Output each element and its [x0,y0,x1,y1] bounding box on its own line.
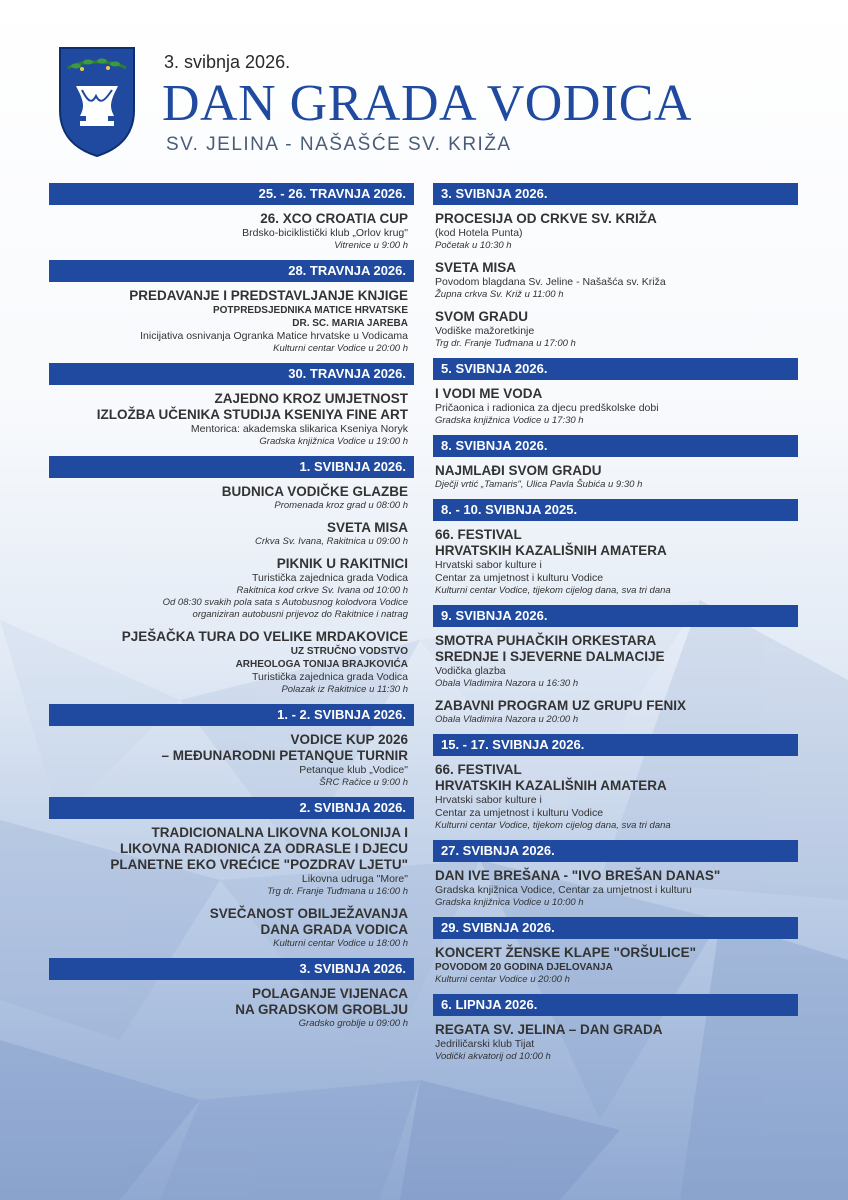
event-item [49,906,414,950]
event-item [433,945,798,986]
section-date-header: 15. - 17. SVIBNJA 2026. [433,734,798,756]
event-title: NAJMLAĐI SVOM GRADU [435,463,602,478]
event-title: I VODI ME VODA [435,386,543,401]
event-location-time: organiziran autobusni prijevoz do Rakitnice i natrag [192,609,408,620]
event-subtitle: ARHEOLOGA TONIJA BRAJKOVIĆA [235,659,408,670]
section-date-header: 8. SVIBNJA 2026. [433,435,798,457]
section-date-header: 9. SVIBNJA 2026. [433,605,798,627]
event-description: Vodiške mažoretkinje [435,325,535,337]
event-title: PROCESIJA OD CRKVE SV. KRIŽA [435,211,657,226]
event-description: Centar za umjetnost i kulturu Vodice [435,572,604,584]
section-date-header: 3. SVIBNJA 2026. [49,958,414,980]
event-title: ZABAVNI PROGRAM UZ GRUPU FENIX [435,698,687,713]
event-description: Turistička zajednica grada Vodica [251,671,408,683]
event-title: ZAJEDNO KROZ UMJETNOST [214,391,408,406]
event-title: SVOM GRADU [435,309,529,324]
event-location-time: Trg dr. Franje Tuđmana u 16:00 h [267,886,408,897]
event-location-time: Kulturni centar Vodice, tijekom cijelog dana, sva tri dana [435,585,671,596]
event-location-time: Kulturni centar Vodice, tijekom cijelog dana, sva tri dana [435,820,671,831]
event-description: Mentorica: akademska slikarica Kseniya Noryk [190,423,408,435]
event-location-time: Kulturni centar Vodice u 18:00 h [273,938,408,949]
event-title: SVETA MISA [326,520,408,535]
event-title: – MEĐUNARODNI PETANQUE TURNIR [161,748,408,763]
event-title: PIKNIK U RAKITNICI [276,556,408,571]
event-location-time: Gradska knjižnica Vodice u 10:00 h [435,897,584,908]
event-item [433,868,798,909]
event-title: 66. FESTIVAL [435,762,522,777]
section-date-header: 3. SVIBNJA 2026. [433,183,798,205]
section-date-header: 1. - 2. SVIBNJA 2026. [49,704,414,726]
event-location-time: Kulturni centar Vodice u 20:00 h [435,974,570,985]
event-item [433,633,798,690]
event-location-time: Gradska knjižnica Vodice u 17:30 h [435,415,584,426]
event-location-time: Dječji vrtić „Tamaris", Ulica Pavla Šubića u 9:30 h [435,479,643,490]
event-item [433,309,798,350]
event-item [49,288,414,355]
event-title: PLANETNE EKO VREĆICE "POZDRAV LJETU" [110,857,408,872]
event-location-time: Početak u 10:30 h [435,240,512,251]
section-date-header: 27. SVIBNJA 2026. [433,840,798,862]
event-item [433,386,798,427]
event-title: DAN IVE BREŠANA - "IVO BREŠAN DANAS" [435,868,721,883]
section-date-header: 1. SVIBNJA 2026. [49,456,414,478]
event-location-time: Gradska knjižnica Vodice u 19:00 h [259,436,408,447]
event-location-time: Polazak iz Rakitnice u 11:30 h [281,684,408,695]
event-description: Jedriličarski klub Tijat [435,1038,535,1050]
event-title: KONCERT ŽENSKE KLAPE "ORŠULICE" [435,945,697,960]
event-title: POLAGANJE VIJENACA [251,986,408,1001]
page-subtitle: SV. JELINA - NAŠAŠĆE SV. KRIŽA [166,134,512,155]
event-item [49,520,414,548]
event-item [433,762,798,832]
event-title: HRVATSKIH KAZALIŠNIH AMATERA [435,543,667,558]
event-description: Centar za umjetnost i kulturu Vodice [435,807,604,819]
event-location-time: ŠRC Račice u 9:00 h [319,777,408,788]
event-location-time: Crkva Sv. Ivana, Rakitnica u 09:00 h [255,536,408,547]
event-title: SVETA MISA [435,260,517,275]
section-date-header: 5. SVIBNJA 2026. [433,358,798,380]
event-item [49,556,414,621]
event-title: REGATA SV. JELINA – DAN GRADA [435,1022,663,1037]
event-title: TRADICIONALNA LIKOVNA KOLONIJA I [151,825,408,840]
section-date-header: 30. TRAVNJA 2026. [49,363,414,385]
section-date-header: 2. SVIBNJA 2026. [49,797,414,819]
page-title: DAN GRADA VODICA [162,75,692,132]
vodice-crest-icon [58,46,136,158]
event-item [49,484,414,512]
event-location-time: Promenada kroz grad u 08:00 h [274,500,408,511]
event-description: Povodom blagdana Sv. Jeline - Našašća sv. Križa [435,276,666,288]
event-description: Petanque klub „Vodice" [299,764,408,776]
event-description: Turistička zajednica grada Vodica [251,572,408,584]
event-description: Brdsko-biciklistički klub „Orlov krug" [242,227,408,239]
event-item [433,211,798,252]
event-item [49,211,414,252]
event-date: 3. svibnja 2026. [164,52,291,72]
event-title: 26. XCO CROATIA CUP [260,211,408,226]
event-title: PJEŠAČKA TURA DO VELIKE MRDAKOVICE [121,629,408,644]
event-location-time: Vitrenice u 9:00 h [334,240,408,251]
event-description: Hrvatski sabor kulture i [435,559,542,571]
event-description: Gradska knjižnica Vodice, Centar za umjetnost i kulturu [435,884,692,896]
section-date-header: 25. - 26. TRAVNJA 2026. [49,183,414,205]
event-title: SVEČANOST OBILJEŽAVANJA [209,906,408,921]
left-schedule-column [49,183,414,1038]
event-item [433,527,798,597]
event-title: HRVATSKIH KAZALIŠNIH AMATERA [435,778,667,793]
event-description: Likovna udruga "More" [301,873,408,885]
event-subtitle: POVODOM 20 GODINA DJELOVANJA [435,962,613,973]
event-item [433,463,798,491]
event-title: VODICE KUP 2026 [290,732,408,747]
event-location-time: Vodički akvatorij od 10:00 h [435,1051,551,1062]
event-title: NA GRADSKOM GROBLJU [235,1002,408,1017]
event-item [49,732,414,789]
event-description: Vodička glazba [435,665,506,677]
event-subtitle: DR. SC. MARIA JAREBA [292,318,408,329]
event-item [433,260,798,301]
event-location-time: Obala Vladimira Nazora u 16:30 h [435,678,579,689]
event-location-time: Rakitnica kod crkve Sv. Ivana od 10:00 h [236,585,408,596]
event-title: IZLOŽBA UČENIKA STUDIJA KSENIYA FINE ART [96,407,408,422]
event-location-time: Kulturni centar Vodice u 20:00 h [273,343,408,354]
event-location-time: Župna crkva Sv. Križ u 11:00 h [435,289,564,300]
event-location-time: Od 08:30 svakih pola sata s Autobusnog kolodvora Vodice [162,597,408,608]
event-location-time: Gradsko groblje u 09:00 h [298,1018,408,1029]
event-description: (kod Hotela Punta) [435,227,523,239]
event-title: SMOTRA PUHAČKIH ORKESTARA [435,633,657,648]
event-item [433,1022,798,1063]
section-date-header: 29. SVIBNJA 2026. [433,917,798,939]
event-title: LIKOVNA RADIONICA ZA ODRASLE I DJECU [119,841,408,856]
event-title: PREDAVANJE I PREDSTAVLJANJE KNJIGE [129,288,408,303]
event-title: SREDNJE I SJEVERNE DALMACIJE [435,649,665,664]
event-item [433,698,798,726]
event-subtitle: POTPREDSJEDNIKA MATICE HRVATSKE [212,305,408,316]
right-schedule-column [433,183,798,1071]
section-date-header: 6. LIPNJA 2026. [433,994,798,1016]
event-location-time: Obala Vladimira Nazora u 20:00 h [435,714,579,725]
event-item [49,629,414,696]
section-date-header: 28. TRAVNJA 2026. [49,260,414,282]
event-item [49,986,414,1030]
event-description: Pričaonica i radionica za djecu predškolske dobi [435,402,659,414]
event-description: Hrvatski sabor kulture i [435,794,542,806]
section-date-header: 8. - 10. SVIBNJA 2025. [433,499,798,521]
event-item [49,391,414,448]
event-item [49,825,414,898]
event-title: 66. FESTIVAL [435,527,522,542]
event-subtitle: UZ STRUČNO VODSTVO [290,646,408,657]
event-description: Inicijativa osnivanja Ogranka Matice hrvatske u Vodicama [140,330,408,342]
event-location-time: Trg dr. Franje Tuđmana u 17:00 h [435,338,576,349]
event-title: DANA GRADA VODICA [260,922,408,937]
event-title: BUDNICA VODIČKE GLAZBE [221,484,408,499]
